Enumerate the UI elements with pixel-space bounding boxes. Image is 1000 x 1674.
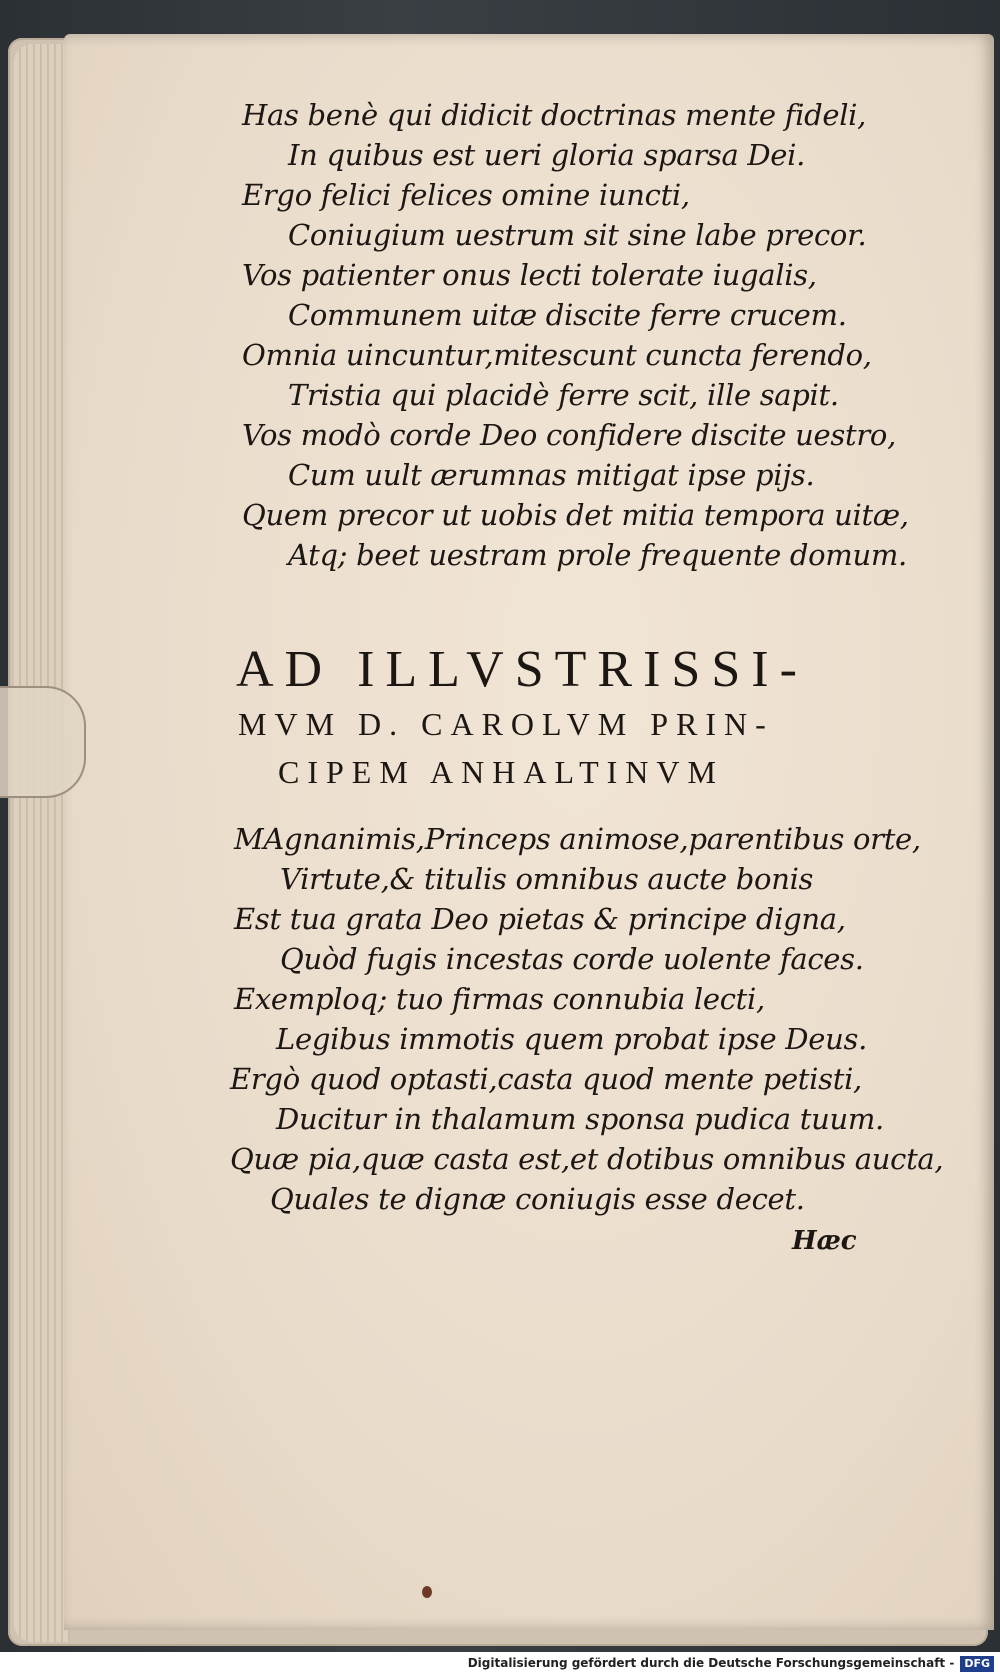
poem2-line-5: Exemploq; tuo firmas connubia lecti, <box>234 982 765 1016</box>
poem1-line-5: Vos patienter onus lecti tolerate iugalis, <box>242 258 817 292</box>
digitization-footer <box>0 1652 1000 1674</box>
poem1-line-11: Quem precor ut uobis det mitia tempora uitæ, <box>242 498 909 532</box>
poem2-line-6: Legibus immotis quem probat ipse Deus. <box>276 1022 867 1056</box>
poem1-line-10: Cum uult ærumnas mitigat ipse pijs. <box>288 458 815 492</box>
poem2-line-2: Virtute,& titulis omnibus aucte bonis <box>280 862 814 896</box>
poem1-line-2: In quibus est ueri gloria sparsa Dei. <box>288 138 806 172</box>
poem2-line-1: MAgnanimis,Princeps animose,parentibus orte, <box>234 822 921 856</box>
poem2-line-4: Quòd fugis incestas corde uolente faces. <box>280 942 864 976</box>
poem1-line-7: Omnia uincuntur,mitescunt cuncta ferendo, <box>242 338 872 372</box>
dedication-heading-line-2: MVM D. CAROLVM PRIN- <box>238 706 774 742</box>
poem1-line-6: Communem uitæ discite ferre crucem. <box>288 298 847 332</box>
dedication-heading-line-3: CIPEM ANHALTINVM <box>278 754 724 790</box>
dedication-heading-line-1: AD ILLVSTRISSI- <box>236 641 808 698</box>
catchword: Hæc <box>792 1226 857 1256</box>
poem2-line-7: Ergò quod optasti,casta quod mente petisti, <box>230 1062 862 1096</box>
poem1-line-1: Has benè qui didicit doctrinas mente fideli, <box>242 98 867 132</box>
dfg-logo-icon[interactable]: DFG <box>960 1656 994 1672</box>
poem1-line-3: Ergo felici felices omine iuncti, <box>242 178 690 212</box>
poem2-line-3: Est tua grata Deo pietas & principe digna, <box>234 902 846 936</box>
poem1-line-12: Atq; beet uestram prole frequente domum. <box>288 538 907 572</box>
poem2-line-8: Ducitur in thalamum sponsa pudica tuum. <box>276 1102 884 1136</box>
poem1-line-4: Coniugium uestrum sit sine labe precor. <box>288 218 867 252</box>
footer-credit-text: Digitalisierung gefördert durch die Deutsche Forschungsgemeinschaft - <box>467 1656 955 1670</box>
poem1-line-8: Tristia qui placidè ferre scit, ille sapit. <box>288 378 839 412</box>
poem2-line-10: Quales te dignæ coniugis esse decet. <box>270 1182 805 1216</box>
poem2-line-9: Quæ pia,quæ casta est,et dotibus omnibus aucta, <box>230 1142 944 1176</box>
poem1-line-9: Vos modò corde Deo confidere discite uestro, <box>242 418 896 452</box>
